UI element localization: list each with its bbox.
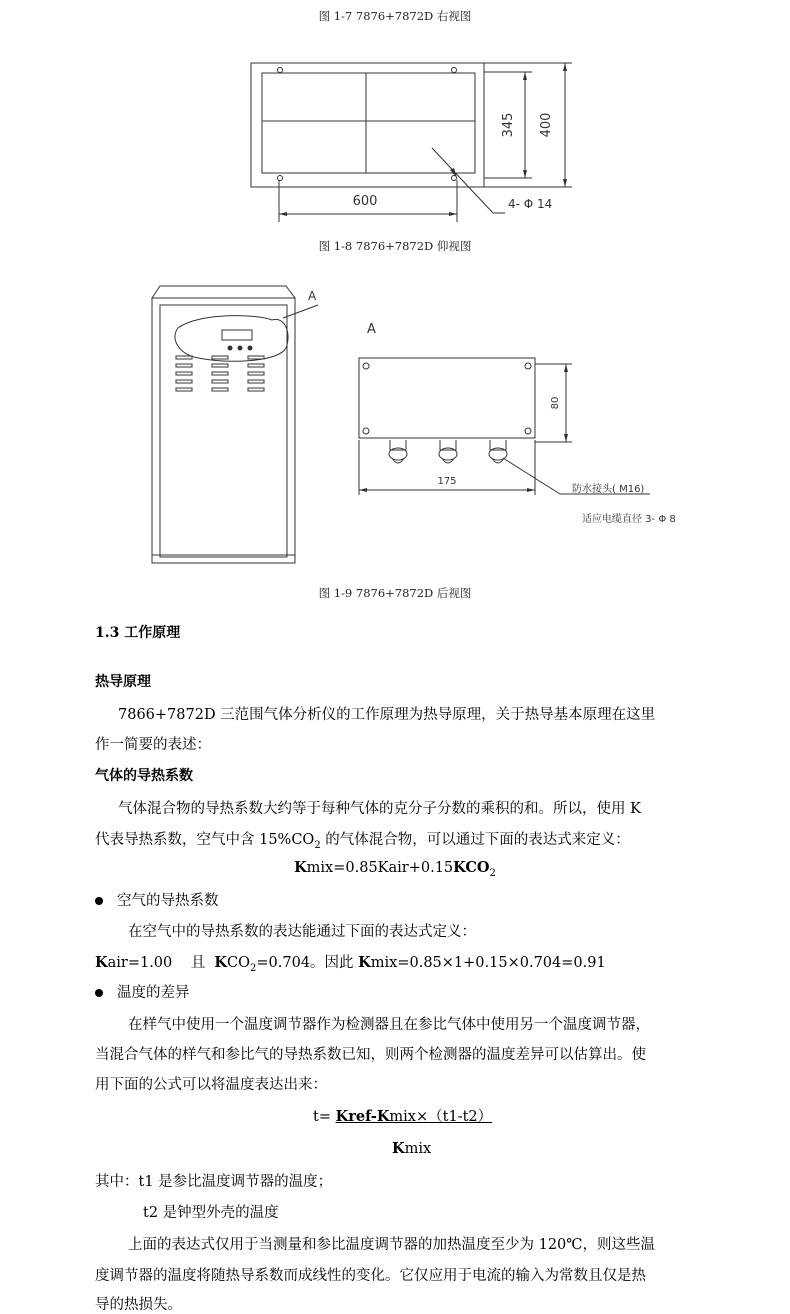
cable-diameter-label: 适应电缆直径 3- Φ 8 — [582, 514, 676, 525]
formula-temperature-denominator: Kmix — [392, 1140, 432, 1157]
detail-height-label: 80 — [550, 396, 561, 410]
bullet-dot — [95, 989, 103, 997]
gland-label: 防水接头( M16) — [572, 484, 645, 495]
figure-caption-1-8: 图 1-8 7876+7872D 仰视图 — [318, 239, 472, 253]
detail-marker-label: A — [367, 322, 376, 337]
air-conductivity-text: 在空气中的导热系数的表达能通过下面的表达式定义： — [128, 924, 476, 940]
section-heading: 1.3 工作原理 — [95, 625, 181, 641]
bottom-view-drawing — [240, 55, 590, 235]
temp-paragraph-line-1: 在样气中使用一个温度调节器作为检测器且在参比气体中使用另一个温度调节器， — [128, 1017, 650, 1033]
subheading-thermal-principle: 热导原理 — [95, 674, 151, 690]
mix-paragraph-line-1: 气体混合物的导热系数大约等于每种气体的克分子分数的乘积的和。所以，使用 K — [118, 801, 641, 817]
temp-paragraph-line-2: 当混合气体的样气和参比气的导热系数已知，则两个检测器的温度差异可以估算出。使 — [95, 1047, 646, 1063]
outer-height-dimension-label: 400 — [539, 112, 554, 138]
formula-temperature-numerator: t= Kref-Kmix×（t1-t2） — [313, 1108, 493, 1125]
intro-line-1: 7866+7872D 三范围气体分析仪的工作原理为热导原理，关于热导基本原理在这里 — [118, 707, 656, 723]
view-marker-label: A — [308, 289, 317, 303]
bullet-dot — [95, 897, 103, 905]
inner-height-dimension-label: 345 — [501, 112, 516, 138]
mix-paragraph-line-2: 代表导热系数，空气中含 $15\%CO_2$ 的气体混合物，可以通过下面的表达式来定义： — [95, 832, 630, 851]
detail-width-label: 175 — [437, 476, 457, 487]
bullet-air-conductivity: 空气的导热系数 — [95, 889, 219, 910]
figure-caption-1-7: 图 1-7 7876+7872D 右视图 — [318, 9, 472, 23]
holes-label: 4- Φ 14 — [508, 197, 553, 211]
bullet-temperature-difference: 温度的差异 — [95, 981, 190, 1002]
intro-line-2: 作一简要的表述： — [95, 737, 211, 753]
rear-view-cabinet-drawing — [145, 280, 325, 570]
where-t1: 其中：t1 是参比温度调节器的温度； — [95, 1174, 333, 1190]
final-paragraph-line-2: 度调节器的温度将随热导系数而成线性的变化。它仅应用于电流的输入为常数且仅是热 — [95, 1268, 646, 1284]
width-dimension-label: 600 — [352, 194, 378, 209]
formula-kmix: $Kmix=0.85Kair+0.15KCO_2$ — [294, 859, 496, 879]
subheading-conductivity: 气体的导热系数 — [95, 768, 193, 784]
temp-paragraph-line-3: 用下面的公式可以将温度表达出来： — [95, 1077, 327, 1093]
detail-a-drawing — [355, 315, 690, 530]
final-paragraph-line-3: 导的热损失。 — [95, 1297, 182, 1313]
where-t2: t2 是钟型外壳的温度 — [143, 1205, 279, 1221]
final-paragraph-line-1: 上面的表达式仅用于当测量和参比温度调节器的加热温度至少为 120℃，则这些温 — [128, 1237, 656, 1253]
kair-formula-line: Kair=1.00 且 $KCO_2=0.704$。因此 Kmix=0.85×1+0.15×0.704=0.91 — [95, 954, 606, 974]
figure-caption-1-9: 图 1-9 7876+7872D 后视图 — [318, 586, 472, 600]
